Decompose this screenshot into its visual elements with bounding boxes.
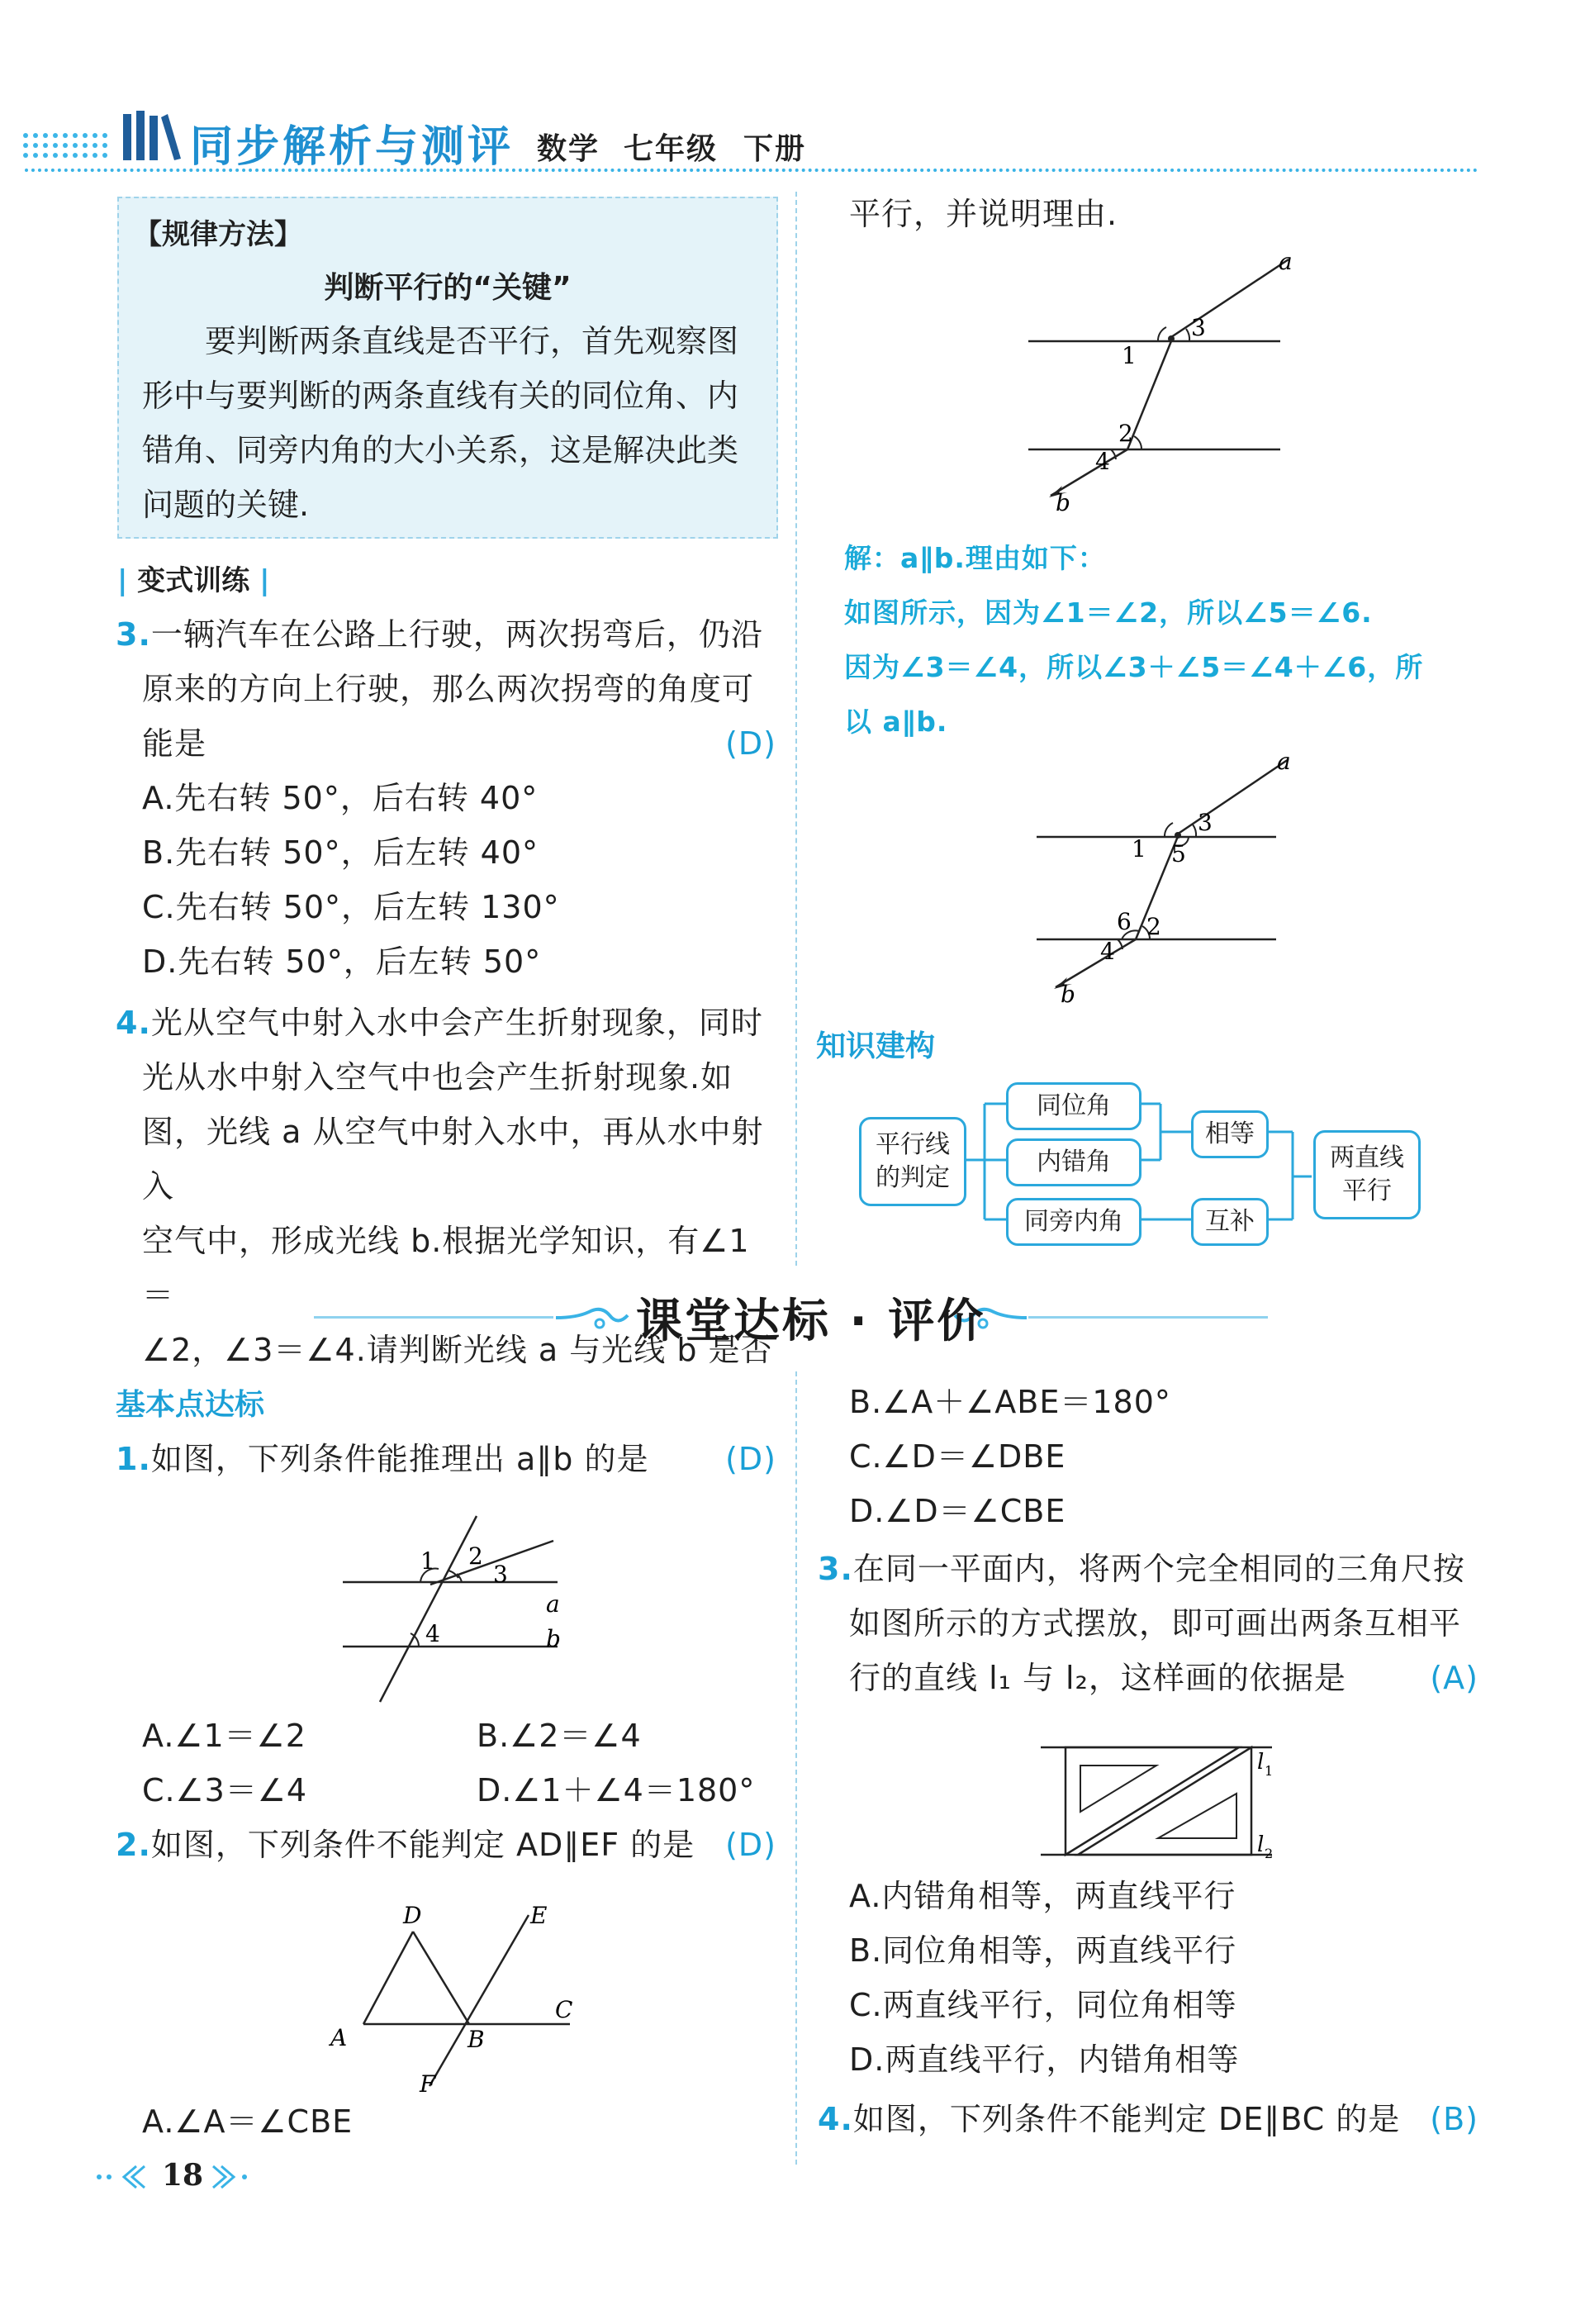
fig2-label-6: 6 — [1117, 908, 1132, 935]
basic-heading: 基本点达标 — [116, 1388, 265, 1422]
p2-label-C: C — [555, 1996, 573, 2023]
fig2-label-3: 3 — [1198, 809, 1213, 836]
q3-stem-3: 能是 — [142, 725, 207, 762]
p2-option-d: D.∠D＝∠CBE — [849, 1493, 1066, 1529]
map-equal: 相等 — [1191, 1110, 1269, 1158]
problem-2 — [116, 1818, 776, 1872]
problem-3 — [818, 1542, 1478, 1705]
p1-label-3: 3 — [493, 1561, 508, 1588]
q3-option-b: B.先右转 50°，后左转 40° — [142, 834, 539, 871]
map-interior-angles: 同旁内角 — [1006, 1198, 1141, 1246]
p2-option-b: B.∠A＋∠ABE＝180° — [849, 1384, 1171, 1420]
p2-label-D: D — [403, 1902, 422, 1929]
header-dots-icon — [21, 131, 116, 160]
map-root: 平行线 的判定 — [859, 1117, 966, 1206]
fig2-label-4: 4 — [1100, 938, 1115, 965]
book-title: 同步解析与测评 — [190, 122, 515, 172]
fig2-label-a: a — [1277, 748, 1291, 775]
variant-label: | 变式训练 | — [117, 564, 270, 597]
p3-options — [849, 1869, 1485, 2087]
p2-stem: 如图，下列条件不能判定 AD∥EF 的是 — [150, 1827, 695, 1863]
q3-option-c: C.先右转 50°，后左转 130° — [142, 889, 560, 925]
p3-line-3: 行的直线 l₁ 与 l₂，这样画的依据是 — [849, 1660, 1346, 1696]
question-3 — [116, 607, 776, 989]
header-grade: 七年级 — [624, 132, 719, 166]
books-icon — [120, 109, 184, 164]
map-alternate-angles: 内错角 — [1006, 1138, 1141, 1186]
p2-label-B: B — [468, 2026, 485, 2053]
p2-label-E: E — [530, 1902, 548, 1929]
p1-number: 1. — [116, 1441, 151, 1477]
fig2-label-2: 2 — [1146, 913, 1161, 940]
fig2-label-5: 5 — [1171, 840, 1186, 867]
p4-answer: (B) — [1430, 2101, 1478, 2137]
p3-label-l1-sub: 1 — [1265, 1763, 1274, 1779]
fig1-label-3: 3 — [1191, 314, 1206, 341]
p2-number: 2. — [116, 1827, 151, 1863]
fig1-label-a: a — [1279, 248, 1293, 275]
header-divider — [25, 169, 1478, 172]
p3-option-a: A.内错角相等，两直线平行 — [849, 1878, 1236, 1914]
method-heading: 【规律方法】 — [134, 218, 302, 251]
q3-option-d: D.先右转 50°，后左转 50° — [142, 943, 542, 980]
p3-option-c: C.两直线平行，同位角相等 — [849, 1987, 1237, 2023]
p3-option-d: D.两直线平行，内错角相等 — [849, 2041, 1240, 2078]
header-volume: 下册 — [743, 132, 807, 166]
fig1-label-1: 1 — [1122, 342, 1137, 369]
problem-1 — [116, 1432, 776, 1486]
q3-stem-1: 一辆汽车在公路上行驶，两次拐弯后，仍沿 — [150, 616, 763, 653]
p1-options — [142, 1709, 770, 1818]
q4-number: 4. — [116, 1005, 151, 1041]
solution-line-4: 以 a∥b. — [844, 706, 948, 738]
fig1-label-b: b — [1056, 489, 1070, 516]
banner-swirl-left-icon — [552, 1297, 634, 1338]
solution-figure — [1024, 748, 1338, 1012]
q4-line-1: 光从空气中射入水中会产生折射现象，同时 — [150, 1005, 763, 1041]
page-number: 18 — [162, 2158, 204, 2193]
fig2-label-1: 1 — [1132, 835, 1146, 863]
p2-label-A: A — [330, 2024, 348, 2051]
p3-label-l2: l — [1257, 1832, 1265, 1857]
p3-line-2: 如图所示的方式摆放，即可画出两条互相平 — [849, 1605, 1462, 1642]
p1-label-2: 2 — [468, 1542, 483, 1570]
map-supplementary: 互补 — [1191, 1198, 1269, 1246]
p4-number: 4. — [818, 2101, 853, 2137]
q4-line-2: 光从水中射入空气中也会产生折射现象.如 — [142, 1059, 733, 1095]
method-body: 要判断两条直线是否平行，首先观察图形中与要判断的两条直线有关的同位角、内错角、同旁内角的大小关系，这是解决此类问题的关键. — [142, 323, 739, 523]
p3-answer: (A) — [1430, 1660, 1478, 1696]
q3-number: 3. — [116, 616, 151, 653]
solution-line-2: 如图所示，因为∠1＝∠2，所以∠5＝∠6. — [844, 596, 1373, 629]
q4-continuation: 平行，并说明理由. — [849, 196, 1118, 232]
banner-right-line — [1028, 1316, 1268, 1319]
p1-label-a: a — [546, 1590, 560, 1618]
column-divider — [795, 192, 797, 1266]
method-box — [117, 197, 778, 539]
knowledge-heading: 知识建构 — [816, 1029, 936, 1063]
p1-option-d: D.∠1＋∠4＝180° — [477, 1772, 756, 1808]
solution-line-1: 解：a∥b.理由如下： — [844, 542, 1106, 574]
banner-left-line — [314, 1316, 553, 1319]
p4-stem: 如图，下列条件不能判定 DE∥BC 的是 — [852, 2101, 1401, 2137]
p1-stem: 如图，下列条件能推理出 a∥b 的是 — [150, 1441, 649, 1477]
refraction-figure — [1016, 248, 1330, 520]
q4-line-3: 图，光线 a 从空气中射入水中，再从水中射入 — [142, 1114, 764, 1205]
p3-figure — [1032, 1731, 1305, 1875]
header — [0, 0, 1590, 182]
p3-option-b: B.同位角相等，两直线平行 — [849, 1932, 1237, 1969]
q3-answer: (D) — [725, 725, 776, 762]
p1-answer: (D) — [725, 1441, 776, 1477]
map-corresponding-angles: 同位角 — [1006, 1082, 1141, 1130]
p1-figure — [335, 1499, 591, 1706]
p3-label-l1: l — [1257, 1750, 1265, 1775]
fig1-label-2: 2 — [1118, 420, 1133, 447]
p2-label-F: F — [420, 2070, 436, 2098]
p2-options-cont — [849, 1375, 1485, 1538]
p1-option-a: A.∠1＝∠2 — [142, 1718, 306, 1754]
p3-number: 3. — [818, 1551, 853, 1587]
method-subtitle: 判断平行的“关键” — [324, 271, 572, 305]
p1-option-b: B.∠2＝∠4 — [477, 1718, 642, 1754]
p1-option-c: C.∠3＝∠4 — [142, 1772, 308, 1808]
p2-option-a: A.∠A＝∠CBE — [142, 2103, 354, 2140]
p2-option-c: C.∠D＝∠DBE — [849, 1438, 1066, 1475]
fig2-label-b: b — [1061, 981, 1075, 1008]
map-result: 两直线 平行 — [1313, 1130, 1421, 1219]
q3-stem-2: 原来的方向上行驶，那么两次拐弯的角度可 — [142, 671, 755, 707]
header-subject: 数学 — [537, 132, 600, 166]
p3-line-1: 在同一平面内，将两个完全相同的三角尺按 — [852, 1551, 1465, 1587]
q4-line-4: 空气中，形成光线 b.根据光学知识，有∠1＝ — [142, 1223, 750, 1314]
p1-label-1: 1 — [420, 1547, 435, 1575]
lower-column-divider — [795, 1371, 797, 2165]
p2-figure — [322, 1875, 603, 2098]
q3-option-a: A.先右转 50°，后右转 40° — [142, 780, 539, 816]
q4-line-5: ∠2，∠3＝∠4.请判断光线 a 与光线 b 是否 — [142, 1332, 773, 1368]
problem-4 — [818, 2092, 1478, 2146]
section-banner: 课堂达标 · 评价 — [636, 1295, 986, 1348]
solution-line-3: 因为∠3＝∠4，所以∠3＋∠5＝∠4＋∠6，所 — [844, 651, 1424, 683]
p2-answer: (D) — [725, 1827, 776, 1863]
fig1-label-4: 4 — [1095, 448, 1110, 475]
p1-label-4: 4 — [425, 1620, 440, 1647]
p1-label-b: b — [546, 1625, 561, 1652]
p3-label-l2-sub: 2 — [1265, 1846, 1274, 1861]
